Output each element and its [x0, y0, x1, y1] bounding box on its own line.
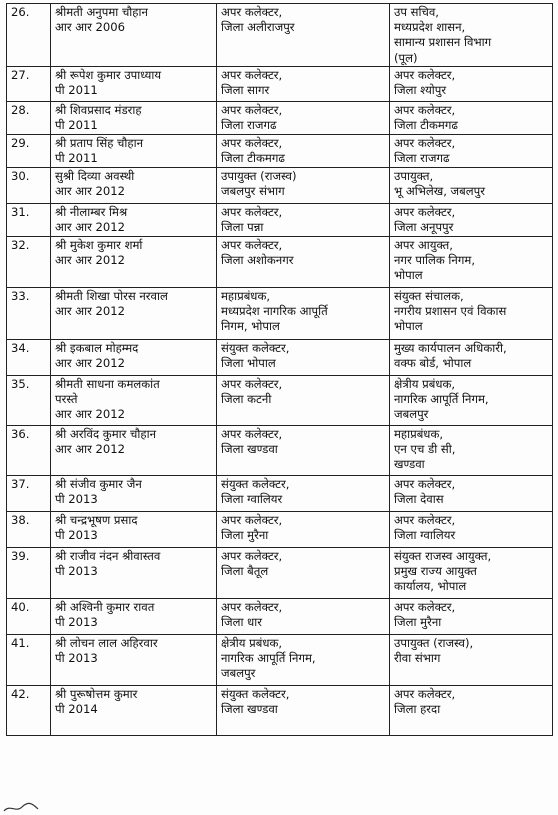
cell-line: पी 2013 — [55, 528, 98, 543]
table-row — [7, 236, 553, 287]
cell-line: जिला अनूपपुर — [394, 220, 454, 235]
serial-number-cell: 37. — [7, 475, 51, 511]
cell-line: उपायुक्त (राजस्व), — [394, 635, 474, 650]
cell-line: श्री नीलाम्बर मिश्र — [55, 204, 128, 219]
new-posting-cell — [390, 287, 553, 339]
cell-line: परस्ते — [55, 392, 78, 407]
table-row — [7, 511, 553, 547]
officer-name-cell — [51, 511, 217, 547]
cell-line: पी 2011 — [55, 83, 98, 98]
table-row — [7, 547, 553, 598]
cell-line: अपर कलेक्टर, — [221, 135, 283, 150]
current-posting-cell — [217, 203, 390, 236]
cell-line: मुख्य कार्यपालन अधिकारी, — [394, 340, 507, 355]
new-posting-cell — [390, 598, 553, 634]
cell-line: जिला अशोकनगर — [221, 253, 294, 268]
cell-line: संयुक्त कलेक्टर, — [221, 686, 290, 701]
cell-line: श्री राजीव नंदन श्रीवास्तव — [55, 548, 161, 563]
serial-number-cell: 29. — [7, 134, 51, 167]
serial-number-cell: 35. — [7, 375, 51, 425]
new-posting-cell — [390, 101, 553, 134]
current-posting-cell — [217, 4, 390, 67]
cell-line: रीवा संभाग — [394, 651, 441, 666]
current-posting-cell — [217, 101, 390, 134]
cell-line: जिला देवास — [394, 492, 444, 507]
cell-line: पी 2011 — [55, 151, 98, 166]
cell-line: वक्फ बोर्ड, भोपाल — [394, 356, 472, 371]
cell-line: श्री अरविंद कुमार चौहान — [55, 426, 157, 441]
new-posting-cell — [390, 375, 553, 425]
new-posting-cell — [390, 475, 553, 511]
cell-line: अपर कलेक्टर, — [221, 426, 283, 441]
cell-line: भोपाल — [394, 319, 423, 334]
new-posting-cell — [390, 685, 553, 735]
cell-line: नगर पालिक निगम, — [394, 253, 476, 268]
cell-line: महाप्रबंधक, — [221, 288, 271, 303]
cell-line: श्री रूपेश कुमार उपाध्याय — [55, 67, 162, 82]
table-row — [7, 203, 553, 236]
cell-line: पी 2013 — [55, 615, 98, 630]
cell-line: आर आर 2012 — [55, 220, 126, 235]
cell-line: खण्डवा — [394, 457, 425, 472]
cell-line: आर आर 2012 — [55, 407, 126, 422]
cell-line: सुश्री दिव्या अवस्थी — [55, 168, 135, 183]
new-posting-cell — [390, 511, 553, 547]
cell-line: पी 2011 — [55, 118, 98, 133]
cell-line: संयुक्त संचालक, — [394, 288, 464, 303]
cell-line: श्री पुरूषोत्तम कुमार — [55, 686, 138, 701]
cell-line: संयुक्त कलेक्टर, — [221, 340, 290, 355]
officer-name-cell — [51, 339, 217, 375]
current-posting-cell — [217, 685, 390, 735]
cell-line: अपर कलेक्टर, — [394, 67, 456, 82]
handwritten-mark — [2, 800, 62, 814]
current-posting-cell — [217, 425, 390, 475]
officer-name-cell — [51, 134, 217, 167]
cell-line: नगरीय प्रशासन एवं विकास — [394, 304, 507, 319]
cell-line: जिला श्योपुर — [394, 83, 447, 98]
serial-number-cell: 40. — [7, 598, 51, 634]
cell-line: पी 2014 — [55, 702, 98, 717]
cell-line: जिला खण्डवा — [221, 702, 278, 717]
cell-line: भोपाल — [394, 268, 423, 283]
officer-name-cell — [51, 475, 217, 511]
cell-line: पी 2013 — [55, 651, 98, 666]
cell-line: श्रीमती शिखा पोरस नरवाल — [55, 288, 168, 303]
cell-line: पी 2013 — [55, 492, 98, 507]
serial-number-cell: 42. — [7, 685, 51, 735]
table-row — [7, 134, 553, 167]
cell-line: जिला ग्वालियर — [394, 528, 456, 543]
cell-line: मध्यप्रदेश शासन, — [394, 20, 466, 35]
officer-name-cell — [51, 425, 217, 475]
new-posting-cell — [390, 134, 553, 167]
cell-line: अपर कलेक्टर, — [221, 376, 283, 391]
cell-line: श्रीमती साधना कमलकांत — [55, 376, 160, 391]
new-posting-cell — [390, 236, 553, 287]
cell-line: अपर कलेक्टर, — [221, 5, 283, 19]
cell-line: आर आर 2012 — [55, 253, 126, 268]
officer-name-cell — [51, 203, 217, 236]
new-posting-cell — [390, 339, 553, 375]
officer-name-cell — [51, 375, 217, 425]
serial-number-cell: 38. — [7, 511, 51, 547]
cell-line: जिला कटनी — [221, 392, 272, 407]
serial-number-cell: 32. — [7, 236, 51, 287]
cell-line: अपर कलेक्टर, — [394, 686, 456, 701]
officer-name-cell — [51, 236, 217, 287]
cell-line: जबलपुर संभाग — [221, 184, 285, 199]
cell-line: जिला सागर — [221, 83, 270, 98]
cell-line: जबलपुर — [394, 407, 429, 422]
table-row — [7, 4, 553, 67]
cell-line: क्षेत्रीय प्रबंधक, — [394, 376, 456, 391]
cell-line: क्षेत्रीय प्रबंधक, — [221, 635, 283, 650]
cell-line: श्री चन्द्रभूषण प्रसाद — [55, 512, 138, 527]
new-posting-cell — [390, 634, 553, 685]
serial-number-cell: 27. — [7, 66, 51, 101]
table-row — [7, 101, 553, 134]
cell-line: अपर कलेक्टर, — [221, 599, 283, 614]
cell-line: संयुक्त कलेक्टर, — [221, 476, 290, 491]
cell-line: सामान्य प्रशासन विभाग — [394, 35, 492, 50]
cell-line: अपर कलेक्टर, — [221, 67, 283, 82]
cell-line: एन एच डी सी, — [394, 442, 456, 457]
cell-line: श्री संजीव कुमार जैन — [55, 476, 142, 491]
current-posting-cell — [217, 167, 390, 203]
cell-line: अपर कलेक्टर, — [221, 548, 283, 563]
table-row — [7, 287, 553, 339]
new-posting-cell — [390, 66, 553, 101]
cell-line: जिला खण्डवा — [221, 442, 278, 457]
cell-line: आर आर 2012 — [55, 356, 126, 371]
cell-line: जिला मुरैना — [394, 615, 442, 630]
table-row — [7, 634, 553, 685]
cell-line: अपर कलेक्टर, — [394, 599, 456, 614]
new-posting-cell — [390, 425, 553, 475]
posting-table-body — [7, 4, 553, 736]
cell-line: जिला टीकमगढ — [394, 118, 458, 133]
cell-line: आर आर 2012 — [55, 184, 126, 199]
cell-line: जिला बैतूल — [221, 564, 269, 579]
cell-line: उपायुक्त (राजस्व) — [221, 168, 297, 183]
cell-line: मध्यप्रदेश नागरिक आपूर्ति — [221, 304, 328, 319]
cell-line: पी 2013 — [55, 564, 98, 579]
officer-name-cell — [51, 101, 217, 134]
table-row — [7, 66, 553, 101]
new-posting-cell — [390, 203, 553, 236]
cell-line: श्री शिवप्रसाद मंडराह — [55, 102, 142, 117]
serial-number-cell: 36. — [7, 425, 51, 475]
table-row — [7, 375, 553, 425]
cell-line: जिला मुरैना — [221, 528, 269, 543]
current-posting-cell — [217, 287, 390, 339]
cell-line: अपर कलेक्टर, — [394, 204, 456, 219]
serial-number-cell: 33. — [7, 287, 51, 339]
cell-line: जिला धार — [221, 615, 263, 630]
current-posting-cell — [217, 475, 390, 511]
cell-line: श्री मुकेश कुमार शर्मा — [55, 237, 143, 252]
cell-line: जिला टीकमगढ — [221, 151, 285, 166]
new-posting-cell — [390, 547, 553, 598]
cell-line: अपर कलेक्टर, — [394, 512, 456, 527]
cell-line: नागरिक आपूर्ति निगम, — [394, 392, 489, 407]
officer-name-cell — [51, 598, 217, 634]
cell-line: श्री लोचन लाल अहिरवार — [55, 635, 158, 650]
officer-name-cell — [51, 66, 217, 101]
current-posting-cell — [217, 375, 390, 425]
table-row — [7, 598, 553, 634]
cell-line: अपर कलेक्टर, — [221, 512, 283, 527]
current-posting-cell — [217, 598, 390, 634]
table-row — [7, 167, 553, 203]
cell-line: भू अभिलेख, जबलपुर — [394, 184, 485, 199]
officer-name-cell — [51, 167, 217, 203]
cell-line: नागरिक आपूर्ति निगम, — [221, 651, 316, 666]
table-row — [7, 685, 553, 735]
cell-line: श्री इकबाल मोहम्मद — [55, 340, 139, 355]
cell-line: आर आर 2012 — [55, 304, 126, 319]
cell-line: प्रमुख राज्य आयुक्त — [394, 564, 477, 579]
cell-line: जबलपुर — [221, 666, 256, 681]
serial-number-cell: 39. — [7, 547, 51, 598]
cell-line: जिला अलीराजपुर — [221, 20, 295, 35]
cell-line: श्रीमती अनुपमा चौहान — [55, 5, 148, 19]
cell-line: श्री अश्विनी कुमार रावत — [55, 599, 155, 614]
table-row — [7, 475, 553, 511]
current-posting-cell — [217, 134, 390, 167]
cell-line: जिला हरदा — [394, 702, 441, 717]
officer-name-cell — [51, 287, 217, 339]
serial-number-cell: 30. — [7, 167, 51, 203]
serial-number-cell: 34. — [7, 339, 51, 375]
cell-line: श्री प्रताप सिंह चौहान — [55, 135, 144, 150]
cell-line: अपर कलेक्टर, — [221, 204, 283, 219]
serial-number-cell: 41. — [7, 634, 51, 685]
current-posting-cell — [217, 547, 390, 598]
serial-number-cell: 31. — [7, 203, 51, 236]
serial-number-cell: 28. — [7, 101, 51, 134]
officer-name-cell — [51, 4, 217, 67]
cell-line: उप सचिव, — [394, 5, 439, 19]
officer-name-cell — [51, 685, 217, 735]
cell-line: निगम, भोपाल — [221, 319, 280, 334]
table-row — [7, 339, 553, 375]
current-posting-cell — [217, 236, 390, 287]
cell-line: (पूल) — [394, 50, 418, 65]
cell-line: कार्यालय, भोपाल — [394, 579, 467, 594]
table-row — [7, 425, 553, 475]
cell-line: जिला पन्ना — [221, 220, 264, 235]
cell-line: अपर आयुक्त, — [394, 237, 453, 252]
cell-line: अपर कलेक्टर, — [394, 476, 456, 491]
cell-line: अपर कलेक्टर, — [221, 237, 283, 252]
officer-name-cell — [51, 547, 217, 598]
serial-number-cell: 26. — [7, 4, 51, 67]
new-posting-cell — [390, 4, 553, 67]
cell-line: आर आर 2012 — [55, 442, 126, 457]
cell-line: आर आर 2006 — [55, 20, 126, 35]
cell-line: अपर कलेक्टर, — [394, 102, 456, 117]
cell-line: उपायुक्त, — [394, 168, 434, 183]
posting-table — [6, 3, 553, 736]
cell-line: जिला राजगढ — [394, 151, 450, 166]
cell-line: संयुक्त राजस्व आयुक्त, — [394, 548, 492, 563]
current-posting-cell — [217, 511, 390, 547]
current-posting-cell — [217, 339, 390, 375]
cell-line: जिला ग्वालियर — [221, 492, 283, 507]
cell-line: अपर कलेक्टर, — [221, 102, 283, 117]
cell-line: महाप्रबंधक, — [394, 426, 444, 441]
current-posting-cell — [217, 66, 390, 101]
cell-line: जिला भोपाल — [221, 356, 276, 371]
new-posting-cell — [390, 167, 553, 203]
current-posting-cell — [217, 634, 390, 685]
officer-name-cell — [51, 634, 217, 685]
cell-line: जिला राजगढ — [221, 118, 277, 133]
cell-line: अपर कलेक्टर, — [394, 135, 456, 150]
